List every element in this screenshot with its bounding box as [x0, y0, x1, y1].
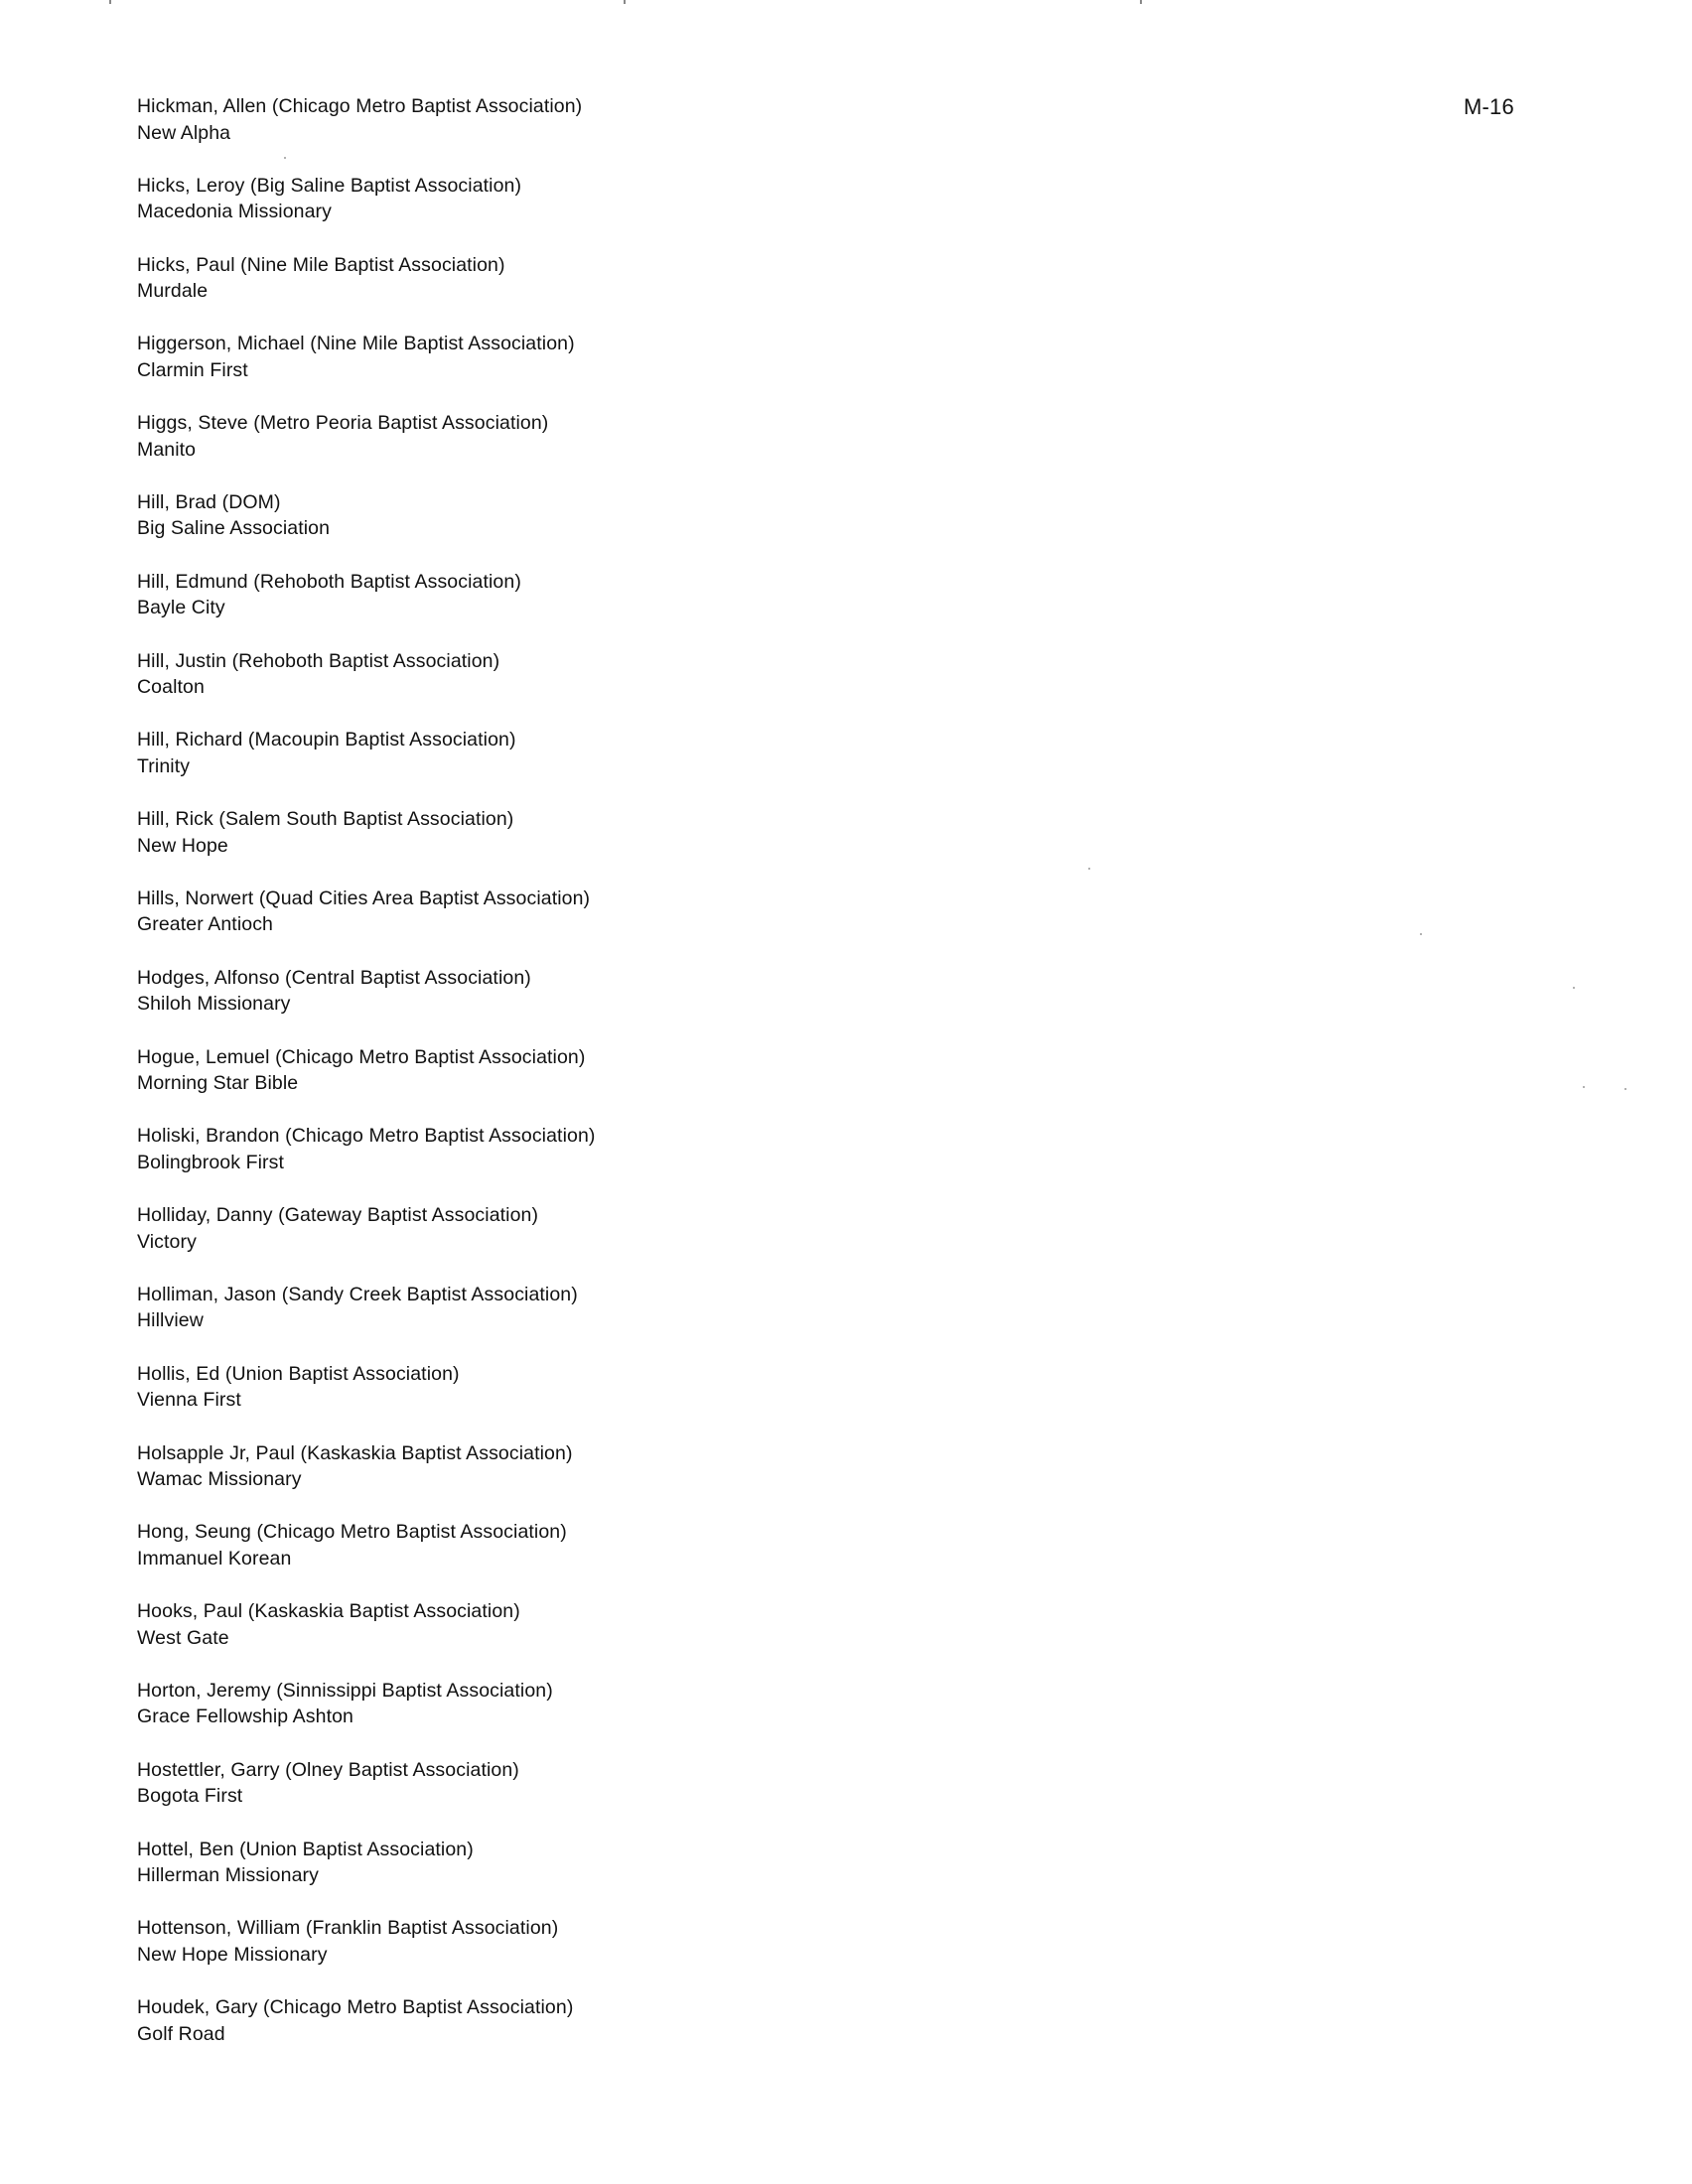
church-name: Trinity — [137, 754, 191, 777]
church-name: Immanuel Korean — [137, 1547, 292, 1570]
pastor-directory-list — [137, 93, 892, 2074]
pastor-name-association: Houdek, Gary (Chicago Metro Baptist Association) — [137, 1996, 574, 2019]
pastor-name-association: Hicks, Leroy (Big Saline Baptist Association) — [137, 174, 522, 197]
pastor-name-association: Holliday, Danny (Gateway Baptist Association) — [137, 1204, 539, 1227]
scan-edge-mark — [1140, 0, 1142, 4]
directory-entry — [137, 1598, 892, 1678]
church-name: Grace Fellowship Ashton — [137, 1706, 353, 1728]
directory-entry — [137, 1915, 892, 1994]
church-name: Victory — [137, 1230, 197, 1253]
church-name: Vienna First — [137, 1389, 241, 1412]
pastor-name-association: Hicks, Paul (Nine Mile Baptist Association) — [137, 253, 505, 276]
church-name: Big Saline Association — [137, 517, 331, 540]
pastor-name-association: Hooks, Paul (Kaskaskia Baptist Association) — [137, 1600, 520, 1623]
directory-entry — [137, 886, 892, 965]
scan-speck — [1583, 1086, 1585, 1088]
church-name: Wamac Missionary — [137, 1468, 302, 1491]
church-name: New Alpha — [137, 121, 231, 144]
scan-speck — [1420, 933, 1422, 935]
directory-entry — [137, 1282, 892, 1361]
church-name: Hillview — [137, 1309, 204, 1332]
directory-entry — [137, 648, 892, 728]
directory-entry — [137, 1440, 892, 1520]
directory-entry — [137, 173, 892, 252]
directory-entry — [137, 1678, 892, 1757]
pastor-name-association: Holiski, Brandon (Chicago Metro Baptist Association) — [137, 1125, 596, 1148]
pastor-name-association: Hottenson, William (Franklin Baptist Association) — [137, 1917, 559, 1940]
scan-speck — [1088, 868, 1090, 870]
directory-entry — [137, 569, 892, 648]
church-name: Hillerman Missionary — [137, 1864, 319, 1887]
church-name: Greater Antioch — [137, 913, 273, 936]
directory-entry — [137, 1123, 892, 1202]
pastor-name-association: Hogue, Lemuel (Chicago Metro Baptist Association) — [137, 1045, 586, 1068]
pastor-name-association: Holsapple Jr, Paul (Kaskaskia Baptist Association) — [137, 1441, 573, 1464]
directory-entry — [137, 1837, 892, 1916]
pastor-name-association: Hottel, Ben (Union Baptist Association) — [137, 1838, 474, 1860]
directory-entry — [137, 1757, 892, 1837]
pastor-name-association: Hill, Edmund (Rehoboth Baptist Association) — [137, 570, 521, 593]
directory-entry — [137, 489, 892, 569]
pastor-name-association: Hong, Seung (Chicago Metro Baptist Association) — [137, 1521, 567, 1544]
directory-entry — [137, 252, 892, 332]
scan-speck — [1573, 987, 1575, 989]
directory-entry — [137, 1519, 892, 1598]
scan-speck — [1624, 1088, 1626, 1090]
pastor-name-association: Hill, Justin (Rehoboth Baptist Association) — [137, 649, 500, 672]
page-number: M-16 — [1464, 94, 1514, 119]
church-name: Golf Road — [137, 2022, 225, 2045]
church-name: Manito — [137, 438, 197, 461]
church-name: Bolingbrook First — [137, 1151, 285, 1173]
church-name: Clarmin First — [137, 358, 248, 381]
pastor-name-association: Hodges, Alfonso (Central Baptist Association) — [137, 966, 531, 989]
church-name: Bayle City — [137, 597, 225, 619]
pastor-name-association: Hostettler, Garry (Olney Baptist Association) — [137, 1758, 519, 1781]
directory-entry — [137, 331, 892, 410]
church-name: Bogota First — [137, 1785, 243, 1808]
pastor-name-association: Horton, Jeremy (Sinnissippi Baptist Association) — [137, 1679, 553, 1702]
pastor-name-association: Hill, Richard (Macoupin Baptist Association) — [137, 729, 516, 751]
pastor-name-association: Hickman, Allen (Chicago Metro Baptist Association) — [137, 95, 583, 117]
pastor-name-association: Hill, Rick (Salem South Baptist Association) — [137, 808, 514, 831]
directory-entry — [137, 93, 892, 173]
church-name: Macedonia Missionary — [137, 201, 333, 223]
directory-entry — [137, 965, 892, 1044]
church-name: Murdale — [137, 280, 209, 303]
pastor-name-association: Higgs, Steve (Metro Peoria Baptist Association) — [137, 412, 549, 435]
pastor-name-association: Holliman, Jason (Sandy Creek Baptist Association) — [137, 1283, 578, 1305]
church-name: Morning Star Bible — [137, 1072, 299, 1095]
directory-entry — [137, 1361, 892, 1440]
church-name: West Gate — [137, 1626, 229, 1649]
directory-entry — [137, 1994, 892, 2074]
scan-edge-mark — [624, 0, 626, 4]
directory-entry — [137, 1044, 892, 1124]
pastor-name-association: Higgerson, Michael (Nine Mile Baptist Association) — [137, 333, 575, 355]
directory-entry — [137, 410, 892, 489]
church-name: New Hope Missionary — [137, 1943, 328, 1966]
church-name: New Hope — [137, 834, 228, 857]
church-name: Shiloh Missionary — [137, 993, 291, 1016]
pastor-name-association: Hill, Brad (DOM) — [137, 490, 281, 513]
scan-edge-mark — [109, 0, 111, 4]
pastor-name-association: Hills, Norwert (Quad Cities Area Baptist Association) — [137, 887, 591, 909]
directory-entry — [137, 727, 892, 806]
directory-entry — [137, 1202, 892, 1282]
pastor-name-association: Hollis, Ed (Union Baptist Association) — [137, 1362, 460, 1385]
church-name: Coalton — [137, 676, 205, 699]
directory-entry — [137, 806, 892, 886]
